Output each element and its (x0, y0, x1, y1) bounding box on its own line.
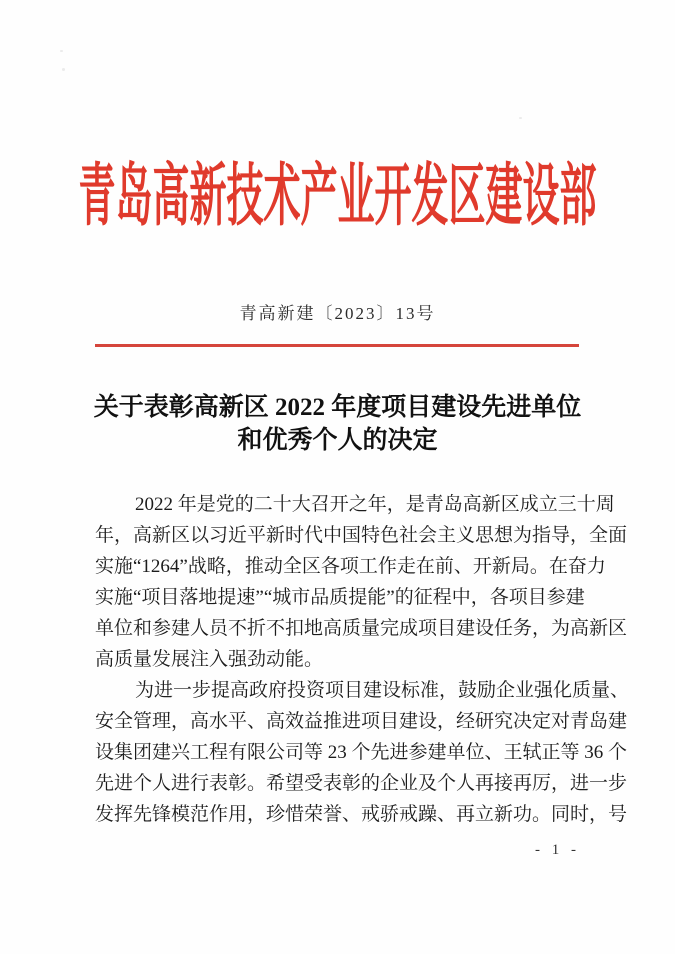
scan-speck (519, 117, 522, 119)
body-line: 先进个人进行表彰。希望受表彰的企业及个人再接再厉，进一步 (95, 773, 628, 794)
body-line: 发挥先锋模范作用，珍惜荣誉、戒骄戒躁、再立新功。同时，号 (95, 804, 628, 825)
body-line: 单位和参建人员不折不扣地高质量完成项目建设任务，为高新区 (95, 618, 628, 639)
scan-speck (62, 68, 65, 71)
page-number: - 1 - (535, 842, 580, 858)
body-line: 设集团建兴工程有限公司等 23 个先进参建单位、王轼正等 36 个 (95, 742, 628, 763)
document-title-line2: 和优秀个人的决定 (237, 427, 438, 454)
body-line: 实施“项目落地提速”“城市品质提能”的征程中，各项目参建 (95, 587, 585, 608)
letterhead-title (0, 158, 675, 236)
document-title (0, 391, 675, 457)
body-line: 年，高新区以习近平新时代中国特色社会主义思想为指导，全面 (95, 525, 628, 546)
body-line: 高质量发展注入强劲动能。 (95, 649, 324, 670)
document-title-line1: 关于表彰高新区 2022 年度项目建设先进单位 (93, 394, 582, 421)
body-line: 2022 年是党的二十大召开之年，是青岛高新区成立三十周 (135, 494, 615, 515)
body-line: 实施“1264”战略，推动全区各项工作走在前、开新局。在奋力 (95, 556, 606, 577)
letterhead-text: 青岛高新技术产业开发区建设部 (78, 159, 597, 236)
document-body (95, 489, 630, 830)
body-line: 为进一步提高政府投资项目建设标准，鼓励企业强化质量、 (135, 680, 630, 701)
red-divider-line (95, 344, 579, 347)
document-number: 青高新建〔2023〕13号 (239, 304, 436, 323)
scan-speck (60, 50, 63, 52)
body-line: 安全管理，高水平、高效益推进项目建设，经研究决定对青岛建 (95, 711, 628, 732)
